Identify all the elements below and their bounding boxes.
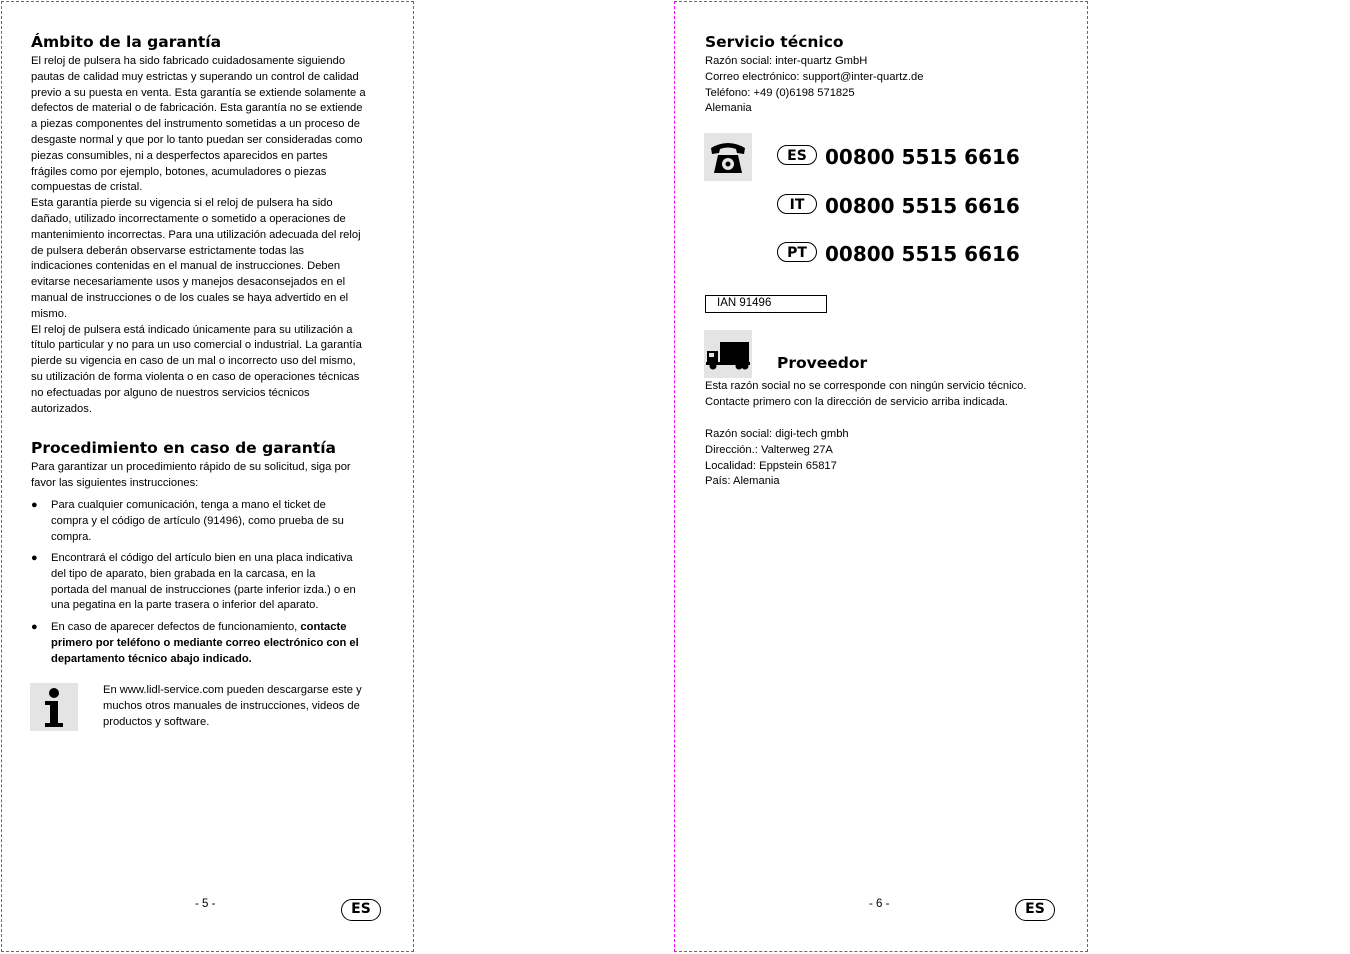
text-line: previo a su puesta en venta. Esta garantía se extiende solamente a: [31, 86, 366, 99]
text-line: Esta garantía pierde su vigencia si el reloj de pulsera ha sido: [31, 197, 333, 210]
text-line: piezas consumibles, ni a desperfectos aparecidos en partes: [31, 149, 328, 162]
text-line: favor las siguientes instrucciones:: [31, 476, 199, 489]
text-line: El reloj de pulsera ha sido fabricado cuidadosamente siguiendo: [31, 55, 346, 67]
text-line: evitarse necesariamente usos y manejos desaconsejados en el: [31, 276, 346, 289]
text-line: Teléfono: +49 (0)6198 571825: [705, 86, 855, 99]
bullet3-bold-text: contacte: [300, 621, 347, 633]
text-line: Para garantizar un procedimiento rápido de su solicitud, siga por: [31, 461, 351, 473]
bullet-icon: ●: [31, 621, 38, 633]
country-badge: PT: [777, 242, 817, 262]
text-line: frágiles como por ejemplo, botones, acumuladores o piezas: [31, 165, 327, 178]
hotline-number: 00800 5515 6616: [825, 145, 1020, 169]
text-line: muchos otros manuales de instrucciones, videos de: [103, 699, 360, 712]
info-icon: [30, 683, 78, 731]
page-number: - 5 -: [195, 898, 216, 910]
text-line: Razón social: digi-tech gmbh: [705, 428, 849, 440]
text-line: [51, 636, 381, 652]
text-line: dañado, utilizado incorrectamente o sometido a operaciones de: [31, 212, 346, 225]
text-line: una pegatina en la parte trasera o inferior del aparato.: [51, 599, 319, 612]
warranty-procedure-heading: Procedimiento en caso de garantía: [31, 439, 336, 457]
text-line: pautas de calidad muy estrictas y superando un control de calidad: [31, 70, 359, 83]
page-number: - 6 -: [869, 898, 890, 910]
text-line: mantenimiento incorrectas. Para una utilización adecuada del reloj: [31, 228, 361, 241]
text-line: compra.: [51, 530, 92, 543]
hotline-number: 00800 5515 6616: [825, 194, 1020, 218]
text-line: Encontrará el código del artículo bien en una placa indicativa: [51, 552, 353, 564]
text-line: defectos de material o de fabricación. Esta garantía no se extiende: [31, 102, 363, 115]
text-line: Localidad: Eppstein 65817: [705, 459, 837, 472]
list-item: [31, 620, 381, 667]
bullet-icon: ●: [31, 499, 38, 511]
text-line: portada del manual de instrucciones (parte inferior izda.) o en: [51, 583, 356, 596]
text-line: En www.lidl-service.com pueden descargarse este y: [103, 684, 362, 696]
list-item: [31, 551, 381, 614]
text-line: no efectuadas por alguno de nuestros servicios técnicos: [31, 386, 310, 399]
telephone-icon: [704, 133, 752, 181]
info-text: [103, 683, 393, 730]
text-line: [51, 652, 381, 668]
supplier-heading: Proveedor: [777, 354, 868, 372]
bullet-icon: ●: [31, 552, 38, 564]
text-line: de pulsera deberán observarse estrictamente todas las: [31, 244, 305, 257]
text-line: Para cualquier comunicación, tenga a mano el ticket de: [51, 499, 326, 511]
text-line: El reloj de pulsera está indicado únicamente para su utilización a: [31, 323, 353, 336]
text-line: desgaste normal y que por lo tanto puedan ser consideradas como: [31, 133, 363, 146]
country-badge: IT: [777, 194, 817, 214]
ian-box: IAN 91496: [705, 295, 827, 313]
warranty-procedure-intro: [31, 460, 391, 492]
text-line: pierde su vigencia en caso de un mal o incorrecto uso del mismo,: [31, 355, 356, 368]
country-badge: ES: [777, 145, 817, 165]
text-line: Correo electrónico: support@inter-quartz.de: [705, 70, 924, 83]
hotline-number: 00800 5515 6616: [825, 242, 1020, 266]
supplier-note: [705, 379, 1075, 411]
text-line: Razón social: inter-quartz GmbH: [705, 55, 868, 67]
text-line: autorizados.: [31, 402, 92, 415]
text-line: a piezas componentes del instrumento sometidas a un proceso de: [31, 118, 360, 131]
text-line: compuestas de cristal.: [31, 181, 143, 194]
text-line: compra y el código de artículo (91496), como prueba de su: [51, 514, 344, 527]
procedure-bullet-list: [31, 498, 391, 678]
bullet3-bold-text: primero por teléfono o mediante correo electrónico con el: [51, 636, 359, 649]
text-line: Contacte primero con la dirección de servicio arriba indicada.: [705, 395, 1008, 408]
text-line: título particular y no para un uso comercial o industrial. La garantía: [31, 339, 362, 352]
language-badge: ES: [1015, 899, 1055, 921]
text-line: manual de instrucciones o de los cuales se haya advertido en el: [31, 291, 349, 304]
text-line: País: Alemania: [705, 475, 780, 488]
text-line: indicaciones contenidas en el manual de instrucciones. Deben: [31, 260, 341, 273]
supplier-address: [705, 427, 1065, 490]
service-details: [705, 54, 1065, 117]
bullet3-bold-text: departamento técnico abajo indicado.: [51, 652, 252, 665]
service-heading: Servicio técnico: [705, 33, 844, 51]
text-line: mismo.: [31, 307, 68, 320]
text-line: su utilización de forma violenta o en caso de operaciones técnicas: [31, 370, 360, 383]
text-line: del tipo de aparato, bien grabada en la carcasa, en la: [51, 567, 316, 580]
truck-icon: [704, 330, 752, 378]
warranty-scope-text: [31, 54, 391, 417]
text-line: Alemania: [705, 102, 752, 115]
list-item: [31, 498, 381, 545]
warranty-scope-heading: Ámbito de la garantía: [31, 33, 222, 51]
language-badge: ES: [341, 899, 381, 921]
text-line: [51, 620, 381, 636]
bullet3-normal-text: En caso de aparecer defectos de funcionamiento,: [51, 621, 301, 633]
text-line: Dirección.: Valterweg 27A: [705, 443, 833, 456]
text-line: productos y software.: [103, 715, 210, 728]
text-line: Esta razón social no se corresponde con ningún servicio técnico.: [705, 380, 1027, 392]
